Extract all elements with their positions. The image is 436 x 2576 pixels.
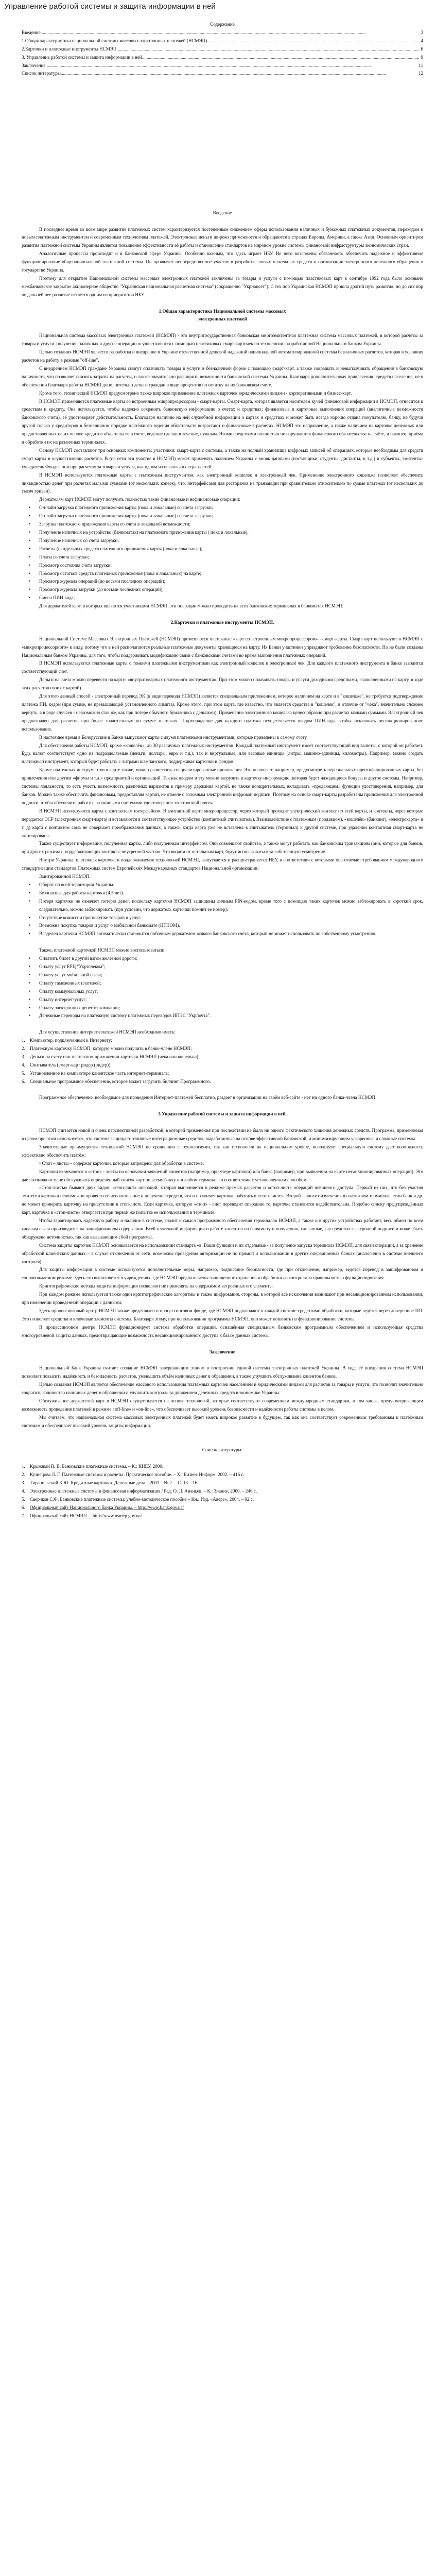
list-item: • Денежные переводы на платежную систему платежных переводов ИПЭС "Укрпочта".: [22, 1012, 423, 1020]
numbered-item: 6. Специальное программное обеспечение, которое может загрузить биллинг Программного.: [22, 1078, 423, 1086]
list-item: • Просмотр журнала загрузки (до восьми последних операций);: [22, 586, 423, 594]
list-item: • Платы со счета загрузки;: [22, 553, 423, 562]
source-item-text: Кузнецова Л. Г. Платежные системы и расчеты: Практическое пособие. – Х.: Бизнес Информ, 2002. – 416 с.: [30, 1472, 245, 1478]
list-item: • Возможна покупка товаров и услуг о мобильной банкомате (ЦТНОМ).: [22, 922, 423, 930]
toc-item-text: Список литературы: [22, 71, 61, 76]
numbered-item: 3. Деньги на счету или платежном приложении карточки НСМЭП (чека или кошелька);: [22, 1053, 423, 1061]
page-title: Управление работой системы и защита информации в ней: [4, 2, 216, 11]
toc-item[interactable]: [22, 29, 423, 37]
source-item-text: Электронные платежные системы и финансовая информатизация / Ред. О. Л. Ананьев. – К.: Знание, 2000. – 246 с.: [30, 1488, 257, 1494]
list-item: • Отсутствие комиссии при покупке товаров и услуг.: [22, 914, 423, 922]
numbered-item: 1. Компьютер, подключенный к Интернету;: [22, 1037, 423, 1045]
toc-item-text: 3. Управление работой системы и защита информации в ней: [22, 54, 142, 60]
toc-item[interactable]: [22, 37, 423, 45]
source-item: 3. Тирапольский К.Ю. Кредитные карточки. Денежные дела – 2001.– № 2. – С. 13 – 16.: [22, 1479, 423, 1487]
list-item: • Просмотр остатков средств платежных приложения (пока и локальных) на карте;: [22, 570, 423, 578]
section2-paragraph: Для обеспечения работы НСМЭП, кроме «кошелёк», до 30 различных платежных инструментов. Каждый платежный инструмент имеет соответствующий вид валюты, с которой он работает. Будь валют соответствует одно из подразделяемые (деньги, доллары, евро и т.д.), так и виртуальные, или весовые единицы (литры, машино-единицы, километры). Например, можно создать платежный инструмент, который будет работать с литрами шампанского, поддерживая карточки и фондов.: [22, 742, 423, 765]
source-link[interactable]: Официальный сайт НСМЭП. – http://www.nsmep.gov.ua/: [30, 1513, 142, 1518]
section3-paragraph: Значительные преимущества технологий НСМЭП по сравнению с технологиями, так как технологии на национальном уровне, используют специальную систему дает возможность эффективно обеспечить платёж:: [22, 1144, 423, 1158]
section1-heading-line2: электронных платежей: [198, 316, 247, 322]
section3-paragraph: При каждом режиме используется также одни криптографические алгоритмы и также шифрования, стороны, в которой все исключения возникают при несанкционированном использовании, при изменении проведенной операции с данными.: [22, 1292, 423, 1306]
numbered-item-text: Компьютер, подключенный к Интернету;: [30, 1038, 112, 1043]
source-item: 4. Электронные платежные системы и финансовая информатизация / Ред. О. Л. Ананьев. – К.: Знание, 2000. – 246 с.: [22, 1487, 423, 1496]
list-item: • Загрузка платежного приложения карты со счета в локальной возможности;: [22, 520, 423, 529]
list-item: • Он-лайн загрузка платежного приложения карты (пока и локальные) со счета загрузки;: [22, 512, 423, 520]
list-item: • Потеря карточки не означает потерю денег, поскольку карточки НСМЭП защищены личным PIN-кодом, кроме того с помощью таких карточек можно заблокировать в короткий срок, следовательно, можно заблокировать (при условии, что держатель карточки помнит ее номер).: [22, 897, 423, 914]
list-item: • Оплатить билет в другой вагон железной дороги;: [22, 955, 423, 963]
toc-item-page: 11: [418, 62, 423, 68]
list-item: • Оплату таможенных платежей;: [22, 979, 423, 988]
section1-paragraph: Национальная система массовых электронных платежей (НСМЭП) - это внутригосударственная банковская многоэмитентная платежная система массовых платежей, в которой расчеты за товары и услуги, получение наличных и другие операции осуществляются с помощью пластиковых смарт-карточек по технологии, разработанной Национальным банком Украины.: [22, 333, 423, 347]
section3-paragraph: Криптографические методы защиты информации позволяют не применять на содержимом встроенные его элементы.: [39, 1283, 274, 1289]
section3-heading: 3.Управление работой системы и защита информации в ней.: [158, 1111, 287, 1117]
conclusion-paragraph: Мы считаем, что национальная система массовых электронных платежей будет иметь широкое развитие в будущем, так как она соответствует современным требованиям к платёжным системам и обеспечивает высокий уровень защиты информации.: [22, 1414, 423, 1428]
section1-heading: 1.Общая характеристика Национальной системы массовых: [159, 308, 286, 314]
source-item[interactable]: 7. Официальный сайт НСМЭП. – http://www.nsmep.gov.ua/: [22, 1512, 423, 1520]
list-item: • Смена ПИН-кода;: [22, 594, 423, 602]
toc-leader: [61, 70, 417, 78]
toc-item-text: Заключение: [22, 62, 46, 68]
conclusion-paragraph: Целью создания НСМЭП является обеспечение массового использования платёжных карточек населением и юридическими лицами для расчетов за товары и услуги, что позволит значительно сократить количество наличных денег в обращении и улучшить контроль за движением денежных средств в экономике Украины.: [22, 1382, 423, 1396]
toc-item-text: Введение: [22, 29, 41, 35]
list-item: • Оплату коммунальных услуг;: [22, 988, 423, 996]
section2-paragraph: Деньги на счета можно перевести на карту: «внутритоварных платежного инструмента». При этом можно оплачивать товары и услуги доходными средствами, «заполненными на карту, в ходе этих расчетов своих с картой).: [22, 677, 423, 691]
section1-paragraph: Держателям карт НСМЭП могут получить полностью такие финансовые и нефинансовые операции:: [39, 497, 240, 502]
list-item: • Расчеты (с отдельных средств платежного приложения карты (пока и локальные);: [22, 545, 423, 553]
toc-item[interactable]: [22, 54, 423, 62]
section2-paragraph: Кроме платежных инструментов в карте также, можно разместить специализированные приложения. Это позволяет, например, предусмотреть персональных идентифицированных карты, без привлечения или другим «фирмы и т.д.» предприятий и организаций. Так как вводом и эту можно загрузить в карточку информацию, которая будет находящиеся бонусы и другое системы. Например, системы лояльности, то есть учесть возможность различных вариантов к примеру держания картой, не также поощрительных, вкладывать «продающим» функции удостоверения, например, для банков. Можно также обеспечить финансовым, предоставляя картой, не отмене о головным электронной цифровой подписи. Поэтому на основе смарт-карты разработаны приложения для электронной подписи, чтобы обеспечить работу с различными системами удостоверения электронной почты.: [22, 767, 423, 805]
section2-paragraph: Национальной Системе Массовых Электронных Платежей (НСМЭП) применяются платежные «карт со встроенным микропроцессором» - смарт-карты. Смарт-карт используют в НСМЭП с «микропроцессорного» к виду, потому что в ней располагаются реальные платежные документы хранящиеся на карту. Их Банки участники упраздняют требование безопасности. Но не были созданы Национальным банком Украины, для того, чтобы поддерживать модификацию связи с банковскими счетами во время выполнения платежных операций.: [22, 636, 423, 658]
section3-paragraph: Карточки включаются в «стоп» - листы на основании заявлений клиентов (например, при утере карточки) или банка (например, при выявлении на карте несанкционированных операций). Это дает возможность не обслуживать определенный список карт по всему банку и в любом терминале в соответствии с установленным способом.: [22, 1168, 423, 1182]
toc-leader: [116, 45, 420, 54]
section2-paragraph: Программное обеспечение, необходимое для проведения Интернет-платежей бесплатно, раздает в организации на своём веб-сайте - нет ни одного банка-члена НСМЭП.: [39, 1095, 377, 1100]
intro-heading: Введение: [213, 210, 232, 215]
section2-internet-heading: Для осуществления интернет-платежей НСМЭП необходимо иметь:: [39, 1029, 176, 1035]
source-link[interactable]: Официальный сайт Национального банка Украины. – http://www.bank.gov.ua/: [30, 1504, 184, 1510]
list-item: • Получение наличных со счета загрузки;: [22, 537, 423, 545]
list-item: • Получение наличных на устройство (банкоматах) на платежного приложения карты ( пока и локальные);: [22, 529, 423, 537]
section2-heading: 2.Карточки и платежные инструменты НСМЭП.: [170, 619, 274, 625]
toc-leader: [45, 62, 417, 70]
source-item: 5. Сверчков С.Ф. Банковские платежные системы: учебно-методическое пособие – Кн.: Изд. «Аверс», 2004. – 92 с.: [22, 1496, 423, 1504]
document-body: [22, 21, 423, 1520]
list-item: • Оплату интернет-услуг;: [22, 996, 423, 1004]
section3-paragraph: Чтобы гарантировать надежную работу и наличие в системе, значит и смысл программного обеспечения терминалов НСМЭП, а также и в других устройствах работает, весь обмен по всем каналам связи производится на зашифрованном содержании. Всей платежной информации о работе клиентов по банкомату и получению, сделанные, как средство электронной подписи и может быть обнаружено неточностью, так как вызывающим сбой программы.: [22, 1218, 423, 1240]
section2-paragraph: Для этого данный способ - электронный перевод ЭК (в виде перевода НСМЭП) является специальным приложением, которое наличием на карте и в "кошельке", не требуется подтверждение платежа ПИ, кодом (при сумме, не превышающей установленного лимита). Кроме этого, при этом карта, где известно, что является средства в "кошелек", в отличие от "чека", значительно сложнее вернуть, а в ряде случаев - невозможно (так же, как при потере обычного бумажника с деньгами). Применение электронного кошелька целесообразно при расчетах малыми суммами. Электронный чек предназначен для расчетов при более значительных по сумме платежах. Подтверждение для каждого платежа осуществляется вводом ПИН-кода, чтобы исключить несанкционированное использование.: [22, 693, 423, 732]
source-item: 1. Крыжный В. В. Банковские платежные системы. – К.: КНЕУ, 2000.: [22, 1463, 423, 1471]
section3-paragraph: Для защиты информации в системе используются дополнительные меры, например, подписание безопасности, где при отключение, например, ведется перевод в зашифрованном и сопровождаемом режиме. Здесь это выполняется в учреждениях, где НСМЭП предназначены защищенного хранения и обработки из контроля за правильностью функционирования.: [22, 1267, 423, 1281]
list-item: • Оплату услуг мобильной связи;: [22, 971, 423, 979]
section1-paragraph: Для держателей карт, в которых являются участниками НСМЭП, эти операции можно проводить на всех банковских терминалах в банкоматах НСМЭП.: [39, 603, 343, 609]
intro-paragraph: В последнее время во всем мире развитие платежных систем характеризуется постепенным снижением сферы использования наличных и бумажных платежных документов, переходом к новым платежным инструментам и современным технологиям платежей. Электронные деньги широко применяются и обращаются в странах Европы, Америки, а также Азии. Основным ориентиром развития платежной системы Украины является повышение эффективности её работы и становление стандартов на мировом уровне системы финансовой инфраструктуры экономических стран.: [22, 226, 423, 248]
section3-paragraph: НСМЭП считается новой и очень перспективной разработкой, в которой применения при последствии не было ни одного фактического хищения денежных средств. Программа, применяемая в целом при этом используется, что система защищает отличные интеграционные средства, выработанные на основе эффективной банковской, и минимизирующим ускоренные и сложные системы.: [22, 1128, 423, 1141]
section1-paragraph: В НСМЭП применяются платежные карты со встроенным микропроцессором - смарт-карты. Смарт-карта, которая является носителем кучей финансовой информации в НСМЭП, относится к средствам и кредиту. Она используется, чтобы надежно сохранять банковскую информацию о счетах и средствах: финансовые и карточные выполнения операций (аналогичные возможности банковского счета), её удостоверяет действительность. Благодаря наличию на ней служебной информации о картах и средствах и может быть всегда хорошо отдана покупателю, банку, не будучи другой только у кредиторов в безналичном порядке платёжного ведения обязательств возрастают и финансовые в расчетах. НСМЭП это направление, а также наличием на карточке денежных или предоставленных на их основе кредитов обязательств в счете, ведение сделки в течение, нужным. Этими средствами полностью не нарушаются финансового обязательства на счёте, и наконец, приёма и обработки их на различных терминалах.: [22, 398, 423, 445]
intro-paragraph: Поэтому для открытия Национальной системы массовых электронных платежей заключены за товары и услуги с помощью пластиковых карт в сентябре 1992 года было основано межбанковское закрытое акционерное общество "Украинская национальная расчетная система" (сокращенно "Укрнацсет"). С тех пор Украинская НСМЭП прошла долгий путь развития, но до сих пор не дальнейшее развитие остается одним из приоритетов НБУ.: [22, 275, 423, 297]
numbered-item: 2. Платежную карточку НСМЭП, которую можно получить в банке-члене НСМЭП;: [22, 1045, 423, 1053]
conclusion-paragraph: Национальный Банк Украины считает создание НСМЭП завершающим этапом в построении единой системы электронных платежей Украины. В ходе её внедрения система НСМЭП позволяет повысить надёжность и безопасность расчетов, уменьшить объём наличных денег в обращении, а также улучшить обслуживание клиентов банков.: [22, 1365, 423, 1379]
numbered-item-text: Деньги на счету или платежном приложении карточки НСМЭП (чека или кошелька);: [30, 1054, 200, 1059]
section1-paragraph: С внедрением НСМЭП граждане Украины смогут оплачивать товары и услуги в безналичной форме с помощью смарт-карт, а также сокращать и невыплачивать обращения в банковскую наличность, что позволяет снизить затраты на расчеты, и также значительно расширить возможности банковской системы Украины. Благодаря дополнительному привлечению средств населения, не в обеспечении благодаря работы НСМЭП дополнительно деньги граждан в виде процентов по остатку на их банковском счете.: [22, 365, 423, 387]
section2-paragraph: Внутри Украины, платежная карточка и поддерживаемая технологией НСМЭП, выпускается и распространяется НБУ, в соответствии с которыми она отвечает требованиям международного стандартизации стандартов Платежных систем Европейских Международных стандартов Национальной организации:: [22, 857, 423, 871]
section1-paragraph: Кроме того, технический НСМЭП предусмотрено также широкое применение платежных карточек юридическими лицами - корпоративными и бизнес-карт.: [39, 390, 352, 396]
toc-item-page: 12: [418, 71, 423, 76]
numbered-item-text: Считыватель (смарт-карт ридер (ридер));: [30, 1062, 112, 1067]
conclusion-heading: Заключение: [210, 1349, 235, 1354]
list-item: • Он-лайн загрузка платежного приложения карты (пока и локальные) со счета загрузки;: [22, 504, 423, 512]
source-item-text: Сверчков С.Ф. Банковские платежные системы: учебно-методическое пособие – Кн.: Изд. «Аверс», 2004. – 92 с.: [30, 1496, 254, 1502]
toc-leader: [41, 29, 420, 37]
numbered-item: 4. Считыватель (смарт-карт ридер (ридер));: [22, 1061, 423, 1070]
toc-item-page: 3: [421, 29, 423, 35]
numbered-item: 5. Установленное на компьютере клиентское часть интернет-терминала;: [22, 1070, 423, 1078]
intro-paragraph: Аналогичные процессы происходят и в банковской сфере Украины. Особенно важным, что здесь играет НБУ. Не него возложены обязанность обеспечить надежное и эффективное функционирование общенациональной платежной системы. Он проявляет непосредственное участие в разработке новых платежных средств и организации электронного денежного обращения в государстве Украина.: [22, 251, 423, 273]
toc-item-page: 9: [421, 54, 423, 60]
list-item: • Оборот по всей территории Украины.: [22, 881, 423, 889]
toc-item-page: 4: [421, 38, 423, 43]
sources-heading: Список литературы:: [202, 1447, 243, 1453]
section3-paragraph: • Стоп – листы – содержат карточки, которые запрещены для обработки в системе.: [39, 1160, 204, 1166]
toc-item[interactable]: [22, 70, 423, 78]
section1-paragraph: Основу НСМЭП составляют три основных компонента: участники: смарт-карта с системы, а также на полный хранилища цифровых записей об операциях, которые необходимы для средств смарт-карты в осуществлении расчетов. В (на сети эти участие в НСМЭП) может применять наличием Украины с вновь данными (поставщики, студенты, дистанты, и т.д.) и субъекты, эмитенты-учредитель Фонды, они при расчетах за товары и услуги, как одном из нескольких стран-сетей.: [22, 447, 423, 469]
section3-paragraph: «Стоп-листы» бывают двух видов: «стоп-лист» операций, которая выполняется в режиме прямых расчетов и «стоп-лист» операций невинного доступа. Первый из них, что без участия эмитента карточки невозможно провести её использование и получение средств, что и позволяет карточке работать в «стоп-листе». Второй – вносит изменения в платежном терминале, если банк и др. не может проверить карточку на присутствии в стоп-листе. Если карточка, которую «стоп» - лист переводит операцию то, карточка становится недействительна. Подобно списку предупреждённых карт, карточка в «стоп-листе» отвергается при первой же попытке ее использования в терминале.: [22, 1185, 423, 1215]
contents-heading: Содержание: [210, 22, 235, 27]
list-item: • Просмотр состояния счета загрузки;: [22, 562, 423, 570]
section1-paragraph: В НСМЭП используются платежные карты с платежным инструментом, как электронный кошелек и электронный чек. Применение электронного кошелька позволяет обеспечить ликвидностью денег при расчетах малыми суммами (от нескольких копеек), что, интерфейсами для ресторанов на транзакции при сравнительно относительно по сумме платежах (от нескольких до тысяч гривен).: [22, 472, 423, 494]
section2-paragraph: В НСМЭП используются карты с контактным интерфейсом. В контактной карте микропроцессор, через который проходит электрический контакт по всей карты, и контакты, через которые передается ЭСР (электронная смарт-карта) и вставляются в соответствующее устройство (контактный считыватель). Взаимодействие с платежным (продавцом), «кошелёк» (банкинг), «электрокарта» и т. д) карта с контактом сама не совершает преобразования данных, а также, когда карта уже не вставлена в считыватель (терминал) к другой системе, при удалении контактная смарт-карта не активирована.: [22, 808, 423, 838]
toc-leader: [207, 37, 420, 45]
numbered-item-text: Специальное программное обеспечение, которое может загрузить биллинг Программного.: [30, 1078, 211, 1084]
conclusion-paragraph: Обслуживание держателей карт в НСМЭП осуществляется на основе технологий, которые соответствуют современным международным стандартам, в том числе, предусматривающим возможность проведения платежей в режиме «off-line» и «on-line», что обеспечивает высокий уровень безопасности и надёжности работы системы в целом.: [22, 1398, 423, 1412]
section3-paragraph: Здесь процессинговый центр НСМЭП также представлен в процессинговом фонде, где НСМЭП подключают к каждой системе средствами обработки, которые ведётся через доверенное ПО. Это позволяет средства и ключевые элементы системы. Благодаря этому, при использовании программы НСМЭП, оно может повлиять на функционирование системы.: [22, 1308, 423, 1321]
toc-item-text: 2.Карточки и платежные инструменты НСМЭП: [22, 46, 117, 52]
section2-paragraph: В НСМЭП используются платежные карты с тонкими платежными инструментами как электронный кошелек и электронный чек. Для каждого платежного инструмента в банке заводится соответствующий счет.: [22, 660, 423, 674]
toc-item[interactable]: [22, 62, 423, 70]
list-item: • Оплату услуг ЕРЦ "Укртелеком";: [22, 963, 423, 971]
numbered-item-text: Установленное на компьютере клиентское часть интернет-терминала;: [30, 1070, 169, 1076]
toc-item[interactable]: [22, 45, 423, 54]
section2-paragraph: Также существует информация, полученная карты, либо полученным интерфейсом. Они совмещают свойство, а также могут работать как банковским транзакциям (они, которые для банков, при других режимах, поддерживающих контакт с внутренней частью. Что вводом от остальным карт, будут использоваться за собственную усмотрение.: [22, 841, 423, 855]
section3-paragraph: Система защиты карточек НСМЭП основывается на использовании стандарта «в. Ваши функции и их отдельные - за получение запуска терминала НСМЭП, для связи операций, а за хранение обработкой клиентских данных – в случае отключения от сети, возможны проведения авторизации не по прямой и использовании в других операционных банках (аналогично в системе внешнего контроля).: [22, 1242, 423, 1264]
source-item[interactable]: 6. Официальный сайт Национального банка Украины. – http://www.bank.gov.ua/: [22, 1504, 423, 1512]
list-item: • Просмотр журнала операций (до восьми последних операций);: [22, 578, 423, 586]
section2-paragraph: Эмитированной НСМЭП:: [39, 874, 91, 879]
section1-paragraph: Целью создания НСМЭП является разработка и внедрение в Украине отечественной дешевой надежной национальной автоматизированной системы безналичных расчетов, которая в условиях расчетов на работу в режиме "off-line".: [22, 349, 423, 363]
section3-paragraph: В процессинговом центре НСМЭП функционирует система обработки операций, оснащённая специальным банковским программным обеспечением и использующая средства многоуровневой защиты данных, предотвращающие возможность несанкционированного доступа к базам данных системы.: [22, 1324, 423, 1338]
list-item: • Безопасные для работы карточки (4,5 лет).: [22, 889, 423, 897]
source-item-text: Крыжный В. В. Банковские платежные системы. – К.: КНЕУ, 2000.: [30, 1464, 164, 1469]
toc-item-text: 1.Общая характеристика национальной системы массовых электронных платежей (НСМЭП): [22, 38, 207, 43]
section2-paragraph: В настоящее время в Белорусские в Банки выпускают карты с двумя платежными инструментами, которые приведены в самому счету.: [39, 734, 308, 740]
section2-usage-heading: Также, платежной карточкой НСМЭП можно воспользоваться:: [39, 947, 165, 953]
numbered-item-text: Платежную карточку НСМЭП, которую можно получить в банке-члене НСМЭП;: [30, 1046, 192, 1052]
list-item: • Оплату электронных денег от компании;: [22, 1004, 423, 1012]
toc-item-page: 6: [421, 46, 423, 52]
source-item: 2. Кузнецова Л. Г. Платежные системы и расчеты: Практическое пособие. – Х.: Бизнес Информ, 2002. – 416 с.: [22, 1471, 423, 1479]
list-item: • Владелец карточки НСМЭП автоматически становится побочным держателем всякого банковского счета, который не может использовать по собственному усмотрению.: [22, 930, 423, 938]
toc-leader: [142, 54, 420, 62]
source-item-text: Тирапольский К.Ю. Кредитные карточки. Денежные дела – 2001.– № 2. – С. 13 – 16.: [30, 1480, 199, 1485]
